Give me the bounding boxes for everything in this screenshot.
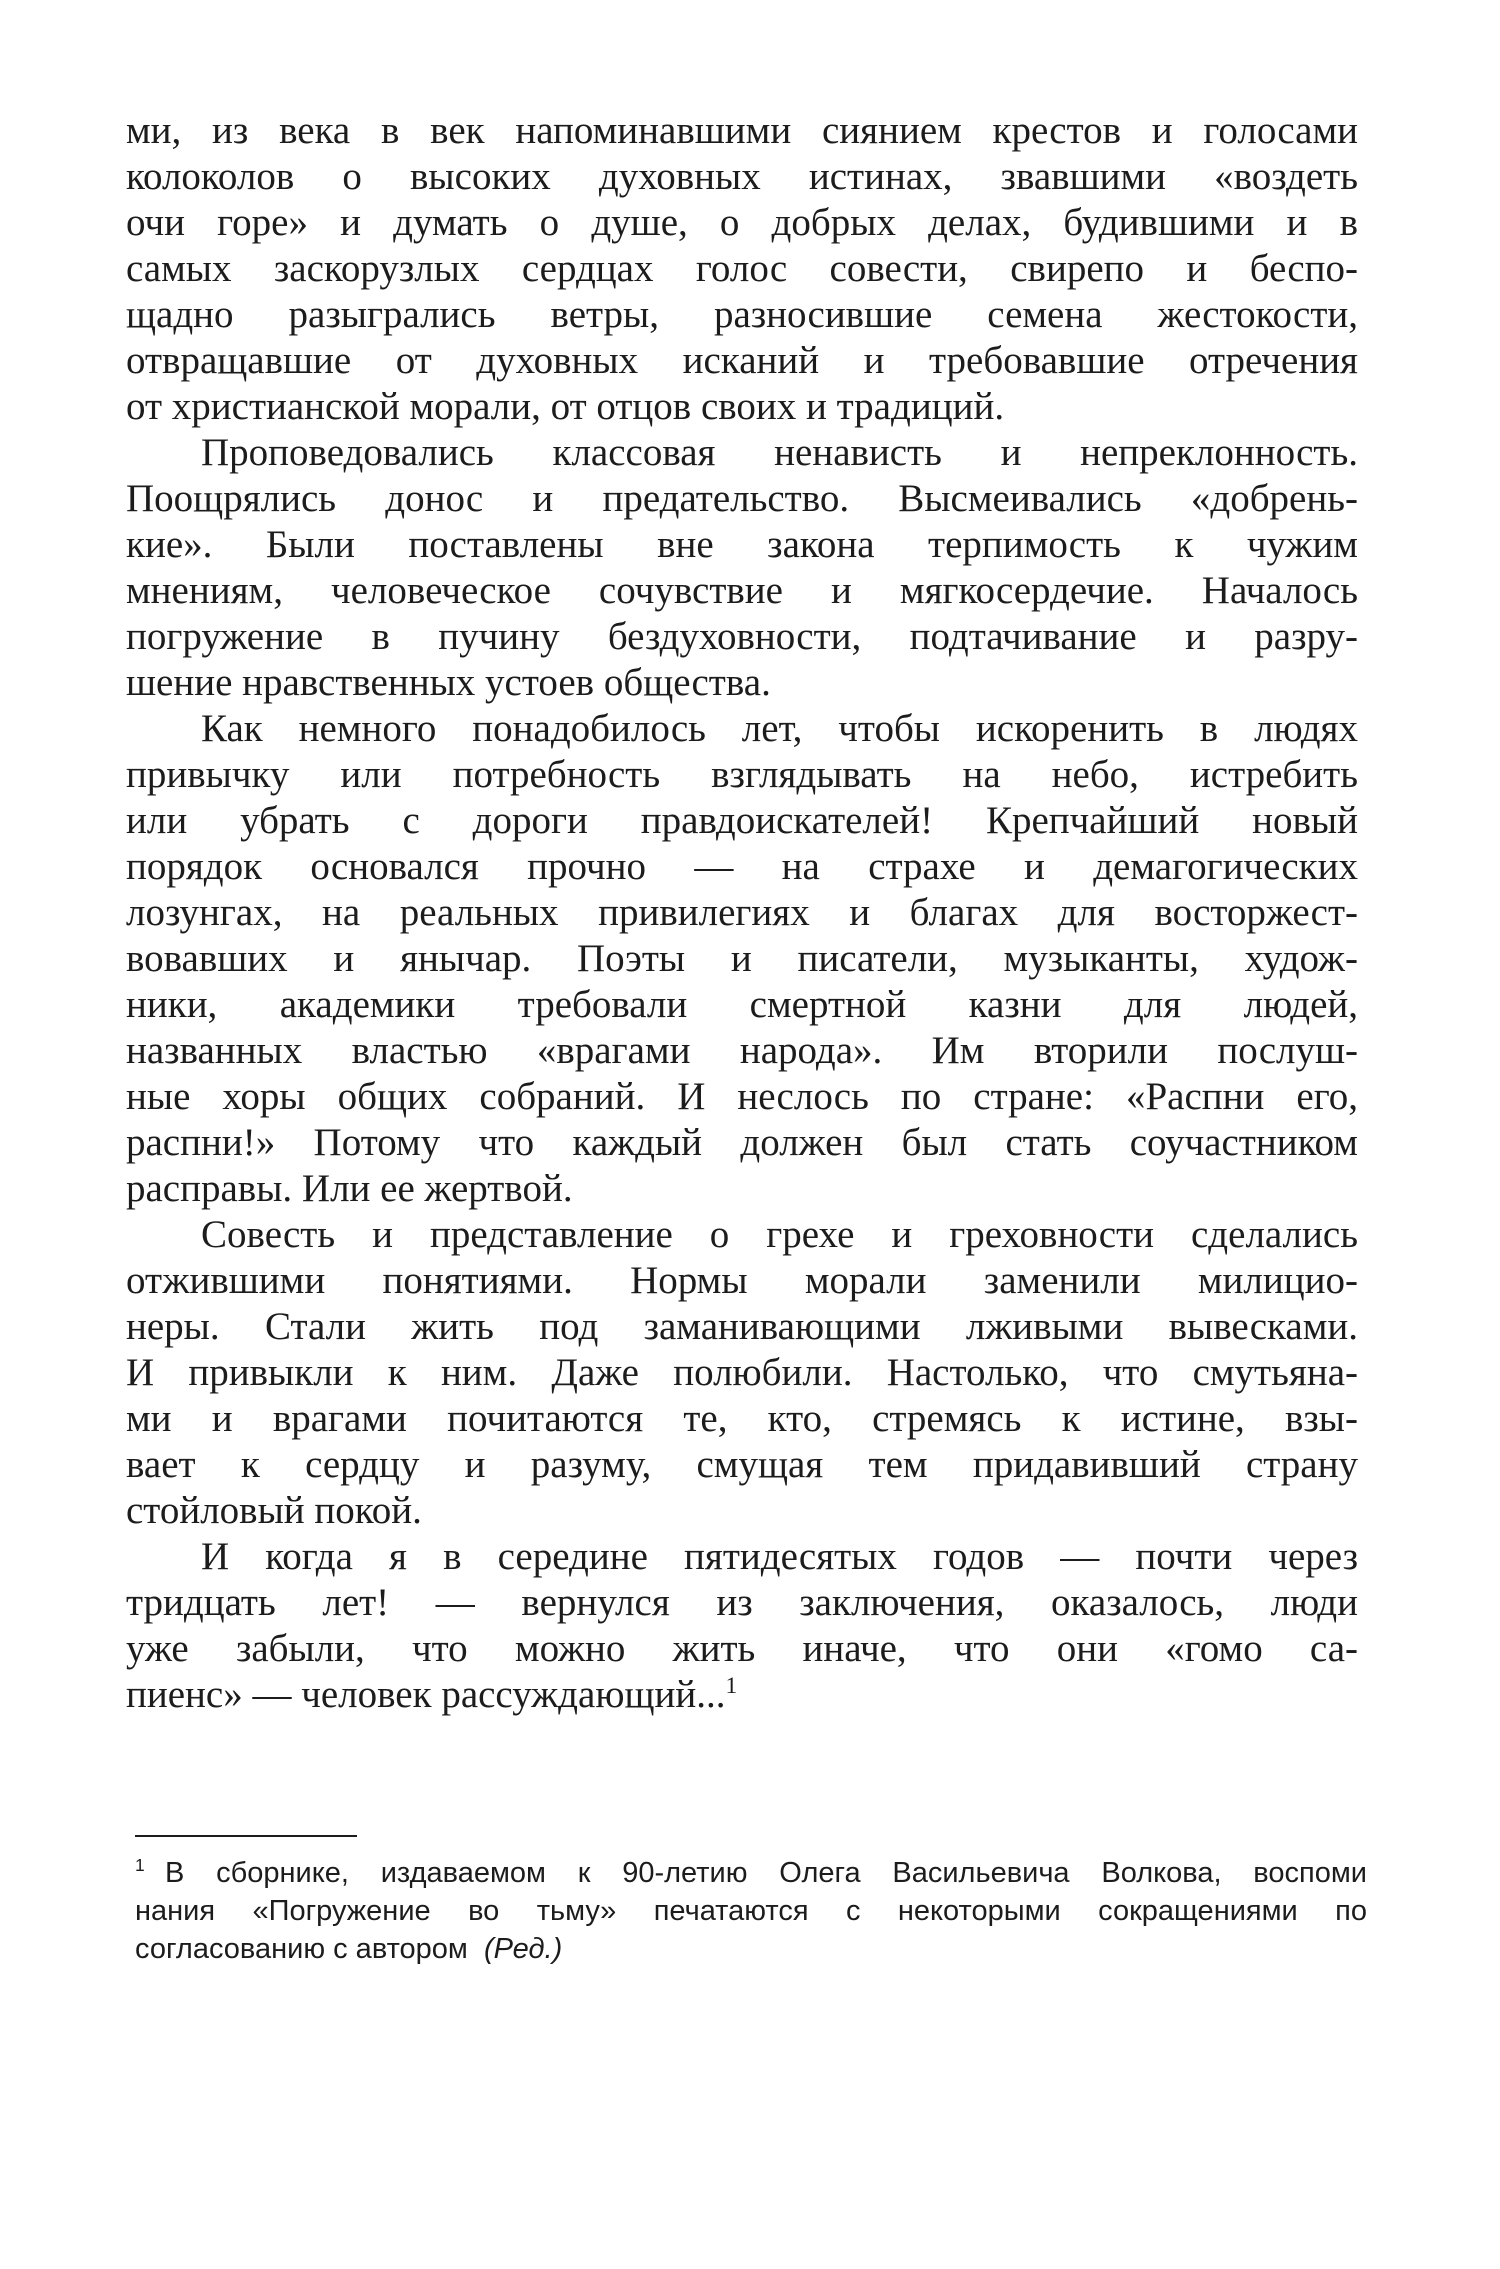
footnote-separator [135, 1835, 357, 1837]
text-line: щадно разыгрались ветры, разносившие семена жестокости, [126, 293, 1358, 336]
text-line: ми и врагами почитаются те, кто, стремясь к истине, взы- [126, 1397, 1358, 1440]
text-line: погружение в пучину бездуховности, подтачивание и разру- [126, 615, 1358, 658]
text-line: распни!» Потому что каждый должен был стать соучастником [126, 1121, 1358, 1164]
text-line: шение нравственных устоев общества. [126, 661, 771, 704]
text-line: Поощрялись донос и предательство. Высмеивались «добрень- [126, 477, 1358, 520]
text-line: Проповедовались классовая ненависть и непреклонность. [201, 431, 1358, 474]
text-line: неры. Стали жить под заманивающими лживыми вывесками. [126, 1305, 1358, 1348]
editor-note: (Ред.) [484, 1933, 563, 1965]
text-line: отвращавшие от духовных исканий и требовавшие отречения [126, 339, 1358, 382]
text-line: тридцать лет! — вернулся из заключения, оказалось, люди [126, 1581, 1358, 1624]
text-line: вовавших и янычар. Поэты и писатели, музыканты, худож- [126, 937, 1358, 980]
text-line: порядок основался прочно — на страхе и демагогических [126, 845, 1358, 888]
text-line: Совесть и представление о грехе и греховности сделались [201, 1213, 1358, 1256]
text-line: ми, из века в век напоминавшими сиянием крестов и голосами [126, 109, 1358, 152]
text-line: колоколов о высоких духовных истинах, звавшими «воздеть [126, 155, 1358, 198]
footnote-line: согласованию с автором (Ред.) [135, 1933, 563, 1965]
text-line: очи горе» и думать о душе, о добрых делах, будившими и в [126, 201, 1358, 244]
text-line: стойловый покой. [126, 1489, 422, 1532]
text-line: названных властью «врагами народа». Им вторили послуш- [126, 1029, 1358, 1072]
text-line: самых заскорузлых сердцах голос совести, свирепо и беспо- [126, 247, 1358, 290]
text-line: уже забыли, что можно жить иначе, что они «гомо са- [126, 1627, 1358, 1670]
footnote-line: нания «Погружение во тьму» печатаются с некоторыми сокращениями по [135, 1895, 1367, 1927]
text-line: И привыкли к ним. Даже полюбили. Настолько, что смутьяна- [126, 1351, 1358, 1394]
text-line: или убрать с дороги правдоискателей! Крепчайший новый [126, 799, 1358, 842]
footnote-line: $^1$ В сборнике, издаваемом к 90-летию Олега Васильевича Волкова, воспоми [135, 1855, 1367, 1889]
paragraph [126, 108, 1358, 430]
text-line: пиенс» — человек рассуждающий...$^1$ [126, 1673, 738, 1716]
text-line: привычку или потребность взглядывать на небо, истребить [126, 753, 1358, 796]
text-line: кие». Были поставлены вне закона терпимость к чужим [126, 523, 1358, 566]
text-line: ные хоры общих собраний. И неслось по стране: «Распни его, [126, 1075, 1358, 1118]
text-line: Как немного понадобилось лет, чтобы искоренить в людях [201, 707, 1358, 750]
text-line: лозунгах, на реальных привилегиях и благах для восторжест- [126, 891, 1358, 934]
paragraph [126, 1534, 1358, 1718]
text-line: мнениям, человеческое сочувствие и мягкосердечие. Началось [126, 569, 1358, 612]
paragraph [126, 430, 1358, 706]
text-line: отжившими понятиями. Нормы морали заменили милицио- [126, 1259, 1358, 1302]
footnote-reference[interactable]: 1 [725, 1673, 738, 1699]
paragraph [126, 1212, 1358, 1534]
paragraph [126, 706, 1358, 1212]
text-line: вает к сердцу и разуму, смущая тем придавивший страну [126, 1443, 1358, 1486]
footnote [135, 1854, 1367, 1968]
text-line: от христианской морали, от отцов своих и традиций. [126, 385, 1005, 428]
main-text [126, 108, 1358, 1718]
text-line: ники, академики требовали смертной казни для людей, [126, 983, 1358, 1026]
text-line: расправы. Или ее жертвой. [126, 1167, 573, 1210]
text-line: И когда я в середине пятидесятых годов — почти через [201, 1535, 1358, 1578]
